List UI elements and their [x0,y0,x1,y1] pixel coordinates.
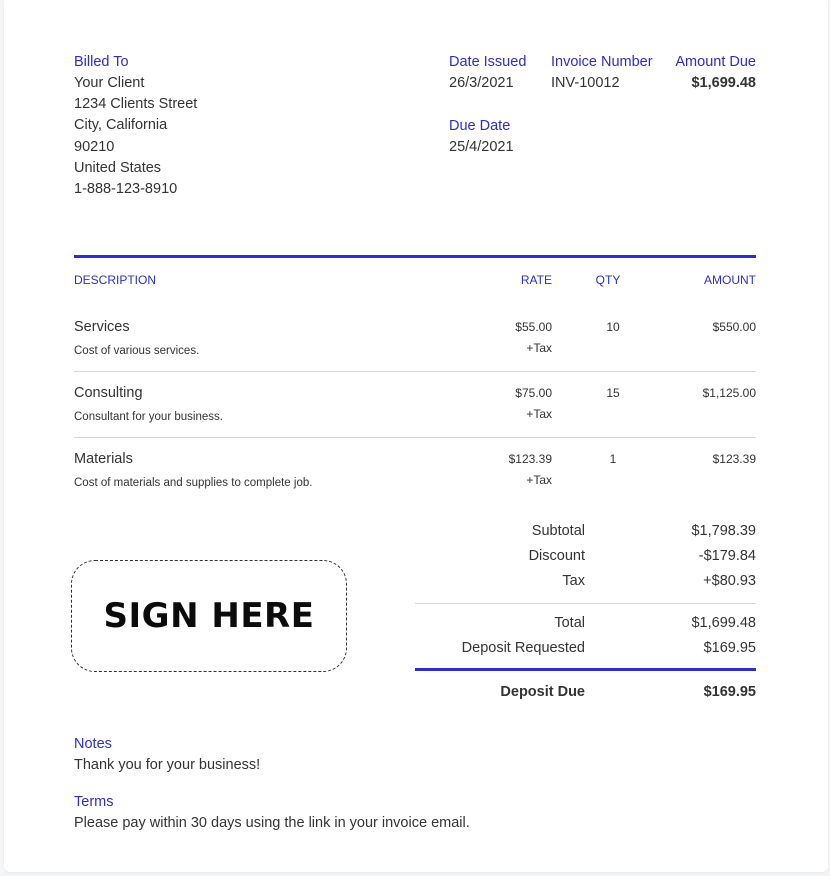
amount-due-value: $1,699.48 [691,75,756,91]
item-amount: $1,125.00 [702,386,756,400]
billed-to-section [74,52,197,200]
invoice-number-label: Invoice Number [551,54,653,70]
item-amount: $550.00 [712,320,756,334]
subtotal-value: $1,798.39 [691,523,756,539]
deposit-requested-label: Deposit Requested [461,640,585,656]
item-rate: $55.00 [515,320,552,334]
client-name: Your Client [74,75,145,91]
item-tax-note: +Tax [526,407,552,421]
header-qty: QTY [595,273,621,287]
item-rate: $123.39 [508,452,552,466]
discount-label: Discount [528,548,585,564]
item-description: Cost of materials and supplies to complete job. [74,477,313,489]
date-issued-value: 26/3/2021 [449,75,514,91]
client-country: United States [74,159,162,176]
notes-text: Thank you for your business! [74,757,261,773]
tax-label: Tax [562,573,585,589]
item-name: Materials [74,451,133,467]
total-label: Total [554,615,585,631]
amount-due-label: Amount Due [675,54,756,70]
deposit-due-rule [415,668,756,671]
row-divider [74,371,756,372]
item-tax-note: +Tax [526,341,552,355]
header-amount: AMOUNT [704,273,756,287]
client-street: 1234 Clients Street [74,96,198,113]
row-divider [74,437,756,438]
date-issued-section [449,52,526,94]
terms-label: Terms [74,794,114,810]
item-rate: $75.00 [515,386,552,400]
client-city: City, California [74,117,168,134]
table-top-rule [74,255,756,258]
client-phone: 1-888-123-8910 [74,181,178,198]
invoice-number-section [551,52,653,94]
subtotal-label: Subtotal [531,523,585,539]
total-value: $1,699.48 [691,615,756,631]
notes-label: Notes [74,736,112,752]
item-name: Consulting [74,385,143,401]
terms-text: Please pay within 30 days using the link in your invoice email. [74,815,470,831]
item-description: Cost of various services. [74,345,200,357]
due-date-label: Due Date [449,118,511,134]
signature-placeholder: SIGN HERE [103,596,315,636]
item-amount: $123.39 [712,452,756,466]
amount-due-section [675,52,756,94]
invoice-number-value: INV-10012 [551,75,620,91]
date-issued-label: Date Issued [449,54,527,70]
item-tax-note: +Tax [526,473,552,487]
signature-box[interactable] [71,560,347,672]
invoice-page [4,0,828,872]
billed-to-label: Billed To [74,54,129,70]
item-qty: 1 [609,452,617,466]
due-date-value: 25/4/2021 [449,139,514,155]
header-description: DESCRIPTION [74,273,157,287]
item-qty: 10 [606,320,620,334]
item-name: Services [74,319,130,335]
totals-divider [415,603,756,604]
item-qty: 15 [606,386,620,400]
item-description: Consultant for your business. [74,411,223,423]
discount-value: -$179.84 [698,548,756,564]
deposit-due-label: Deposit Due [500,684,585,700]
deposit-due-value: $169.95 [703,684,756,700]
deposit-requested-value: $169.95 [703,640,756,656]
due-date-section [449,116,514,158]
header-rate: RATE [520,273,552,287]
tax-value: +$80.93 [703,573,756,589]
client-zip: 90210 [74,138,115,155]
billed-to-address [74,73,197,200]
